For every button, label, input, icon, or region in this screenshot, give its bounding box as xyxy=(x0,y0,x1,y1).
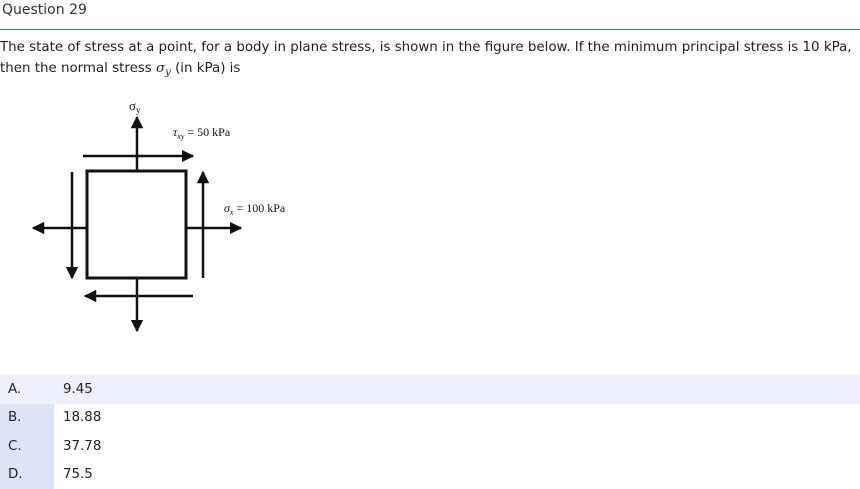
option-a[interactable] xyxy=(0,375,860,404)
sigma-x-label: $\sigma_x = 100$ kPa xyxy=(224,201,286,217)
option-a-value: 9.45 xyxy=(63,381,93,397)
sigma-y-label: $\sigma_y$ xyxy=(129,98,141,115)
option-b-letter: B. xyxy=(0,404,54,433)
option-d-value: 75.5 xyxy=(63,467,93,483)
option-c[interactable] xyxy=(0,432,860,461)
sigma-y-symbol: σ xyxy=(156,61,166,76)
option-b[interactable] xyxy=(0,404,860,433)
question-header xyxy=(0,0,860,30)
option-d[interactable] xyxy=(0,461,860,489)
sigma-y-subscript: y xyxy=(165,67,171,78)
option-d-letter: D. xyxy=(0,461,54,489)
question-text-before: The state of stress at a point, for a body in plane stress, is shown in the figure below. If the minimum principal stress is 10 kPa, then the normal stress xyxy=(0,40,852,76)
option-c-value: 37.78 xyxy=(63,438,102,454)
answer-options xyxy=(0,375,860,489)
option-b-value: 18.88 xyxy=(63,410,102,426)
tau-xy-label: $\tau_{xy} = 50$ kPa xyxy=(173,125,231,141)
stress-element-figure xyxy=(0,95,320,340)
stress-element-square xyxy=(87,171,186,278)
question-text-after: (in kPa) is xyxy=(170,61,241,76)
question-text xyxy=(0,37,860,79)
option-c-letter: C. xyxy=(0,432,54,461)
option-a-letter: A. xyxy=(8,381,22,397)
question-title: Question 29 xyxy=(2,2,87,18)
